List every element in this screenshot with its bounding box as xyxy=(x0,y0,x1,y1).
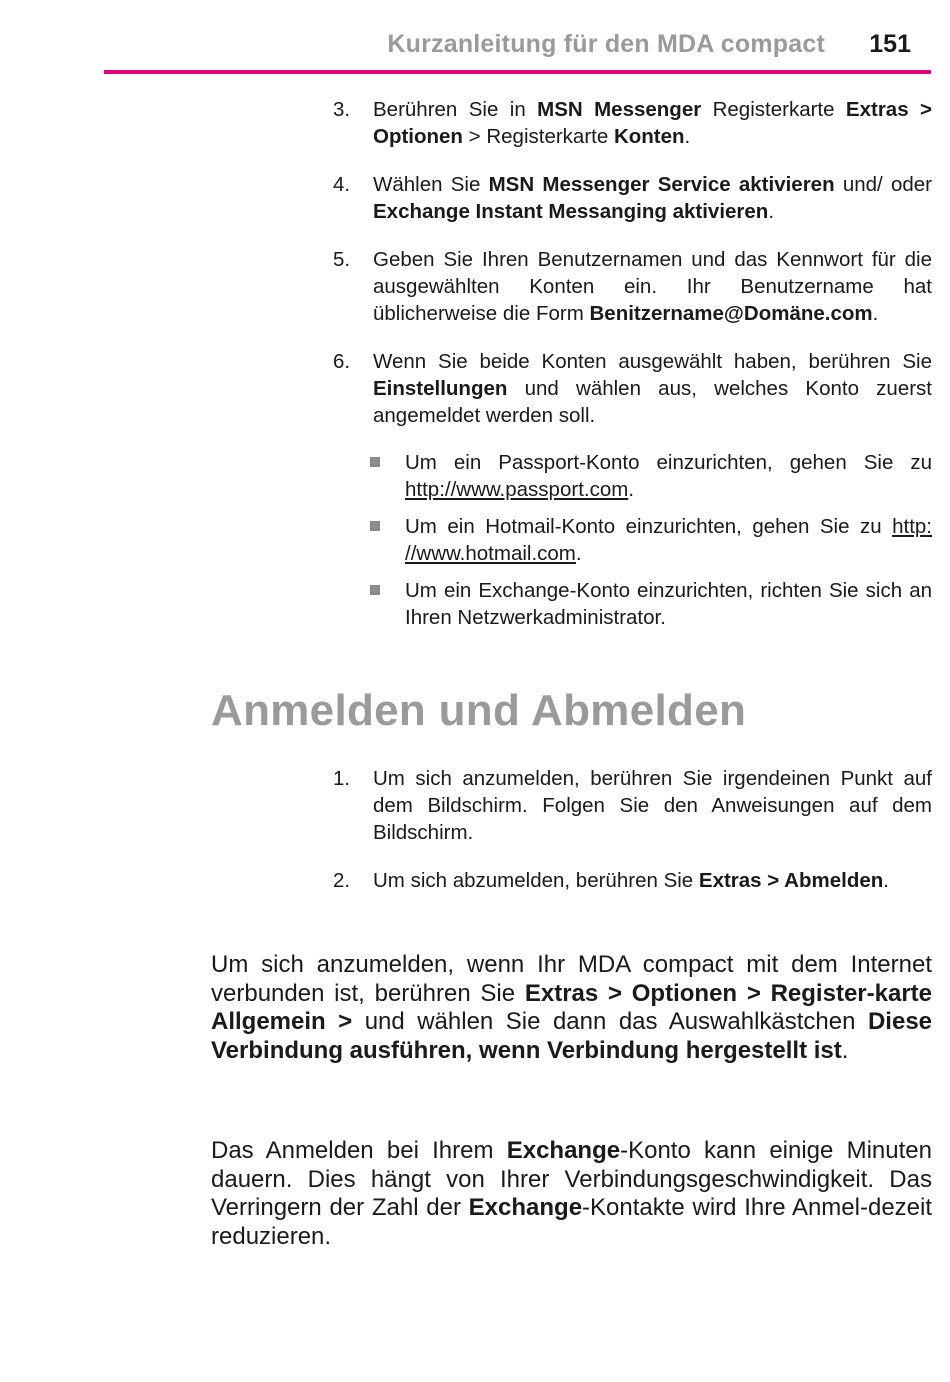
bold-run: Exchange Instant Messanging aktivieren xyxy=(373,200,769,223)
bold-run: Benitzername@Domäne.com xyxy=(589,302,873,325)
page-header xyxy=(104,28,931,70)
page-number: 151 xyxy=(869,30,911,58)
text-run: Berühren Sie in xyxy=(373,98,538,121)
text-run: . xyxy=(684,125,691,148)
text-run: Registerkarte xyxy=(701,98,846,121)
bold-run: Extras > Optionen > Register-karte Allgemein > xyxy=(211,979,932,1035)
text-run: . xyxy=(872,302,879,325)
text-run: > Registerkarte xyxy=(462,125,614,148)
square-bullet-icon xyxy=(370,585,380,595)
step-text xyxy=(373,867,932,894)
text-run: und/ oder xyxy=(834,173,932,196)
steps-list-bottom xyxy=(333,765,932,915)
bullet-text xyxy=(405,449,932,503)
step-number: 6. xyxy=(333,350,351,373)
text-run: -Kontakte wird Ihre Anmel-dezeit reduzieren. xyxy=(211,1194,933,1250)
bold-run: Einstellungen xyxy=(373,377,508,400)
running-title: Kurzanleitung für den MDA compact xyxy=(387,30,825,58)
square-bullet-icon xyxy=(370,521,380,531)
text-run: Um ein Exchange-Konto einzurichten, richten Sie sich an Ihren Netzwerkadministrator. xyxy=(405,579,932,629)
hotmail-link[interactable]: http: //www.hotmail.com xyxy=(405,515,932,565)
text-run: . xyxy=(628,478,635,501)
list-item xyxy=(333,867,932,894)
text-run: Um ein Hotmail-Konto einzurichten, gehen Sie zu xyxy=(405,515,893,538)
section-heading: Anmelden und Abmelden xyxy=(211,686,747,735)
text-run: Um sich anzumelden, berühren Sie irgendeinen Punkt auf dem Bildschirm. Folgen Sie den Anweisungen auf dem Bildschirm. xyxy=(373,767,932,844)
body-paragraph xyxy=(211,1137,932,1251)
bold-run: Diese Verbindung ausführen, wenn Verbindung hergestellt ist xyxy=(211,1008,933,1064)
text-run: und wählen Sie dann das Auswahlkästchen xyxy=(352,1008,868,1035)
text-run: . xyxy=(883,869,889,892)
step-number: 5. xyxy=(333,248,351,271)
list-item xyxy=(370,449,932,503)
bullet-text xyxy=(405,577,932,631)
passport-link[interactable]: http://www.passport.com xyxy=(405,478,629,501)
text-run: und wählen aus, welches Konto zuerst angemeldet werden soll. xyxy=(373,377,932,427)
step-number: 3. xyxy=(333,98,351,121)
text-run: . xyxy=(575,542,582,565)
step-number: 4. xyxy=(333,173,351,196)
text-run: Wählen Sie xyxy=(373,173,489,196)
bold-run: MSN Messenger Service aktivieren xyxy=(488,173,835,196)
text-run: . xyxy=(768,200,775,223)
text-run: Um sich anzumelden, wenn Ihr MDA compact mit dem Internet verbunden ist, berühren Sie xyxy=(211,951,932,1007)
text-run: -Konto kann einige Minuten dauern. Dies hängt von Ihrer Verbindungsgeschwindigkeit. Das Verringern der Zahl der xyxy=(211,1137,932,1221)
bold-run: Extras > Abmelden xyxy=(698,869,884,892)
text-run: Wenn Sie beide Konten ausgewählt haben, berühren Sie xyxy=(373,350,932,373)
bullet-text xyxy=(405,513,932,567)
text-run: Um ein Passport-Konto einzurichten, gehen Sie zu xyxy=(405,451,932,474)
list-item xyxy=(333,246,932,327)
list-item xyxy=(333,96,932,150)
list-item xyxy=(333,765,932,846)
list-item xyxy=(370,577,932,631)
steps-list-top xyxy=(333,96,932,450)
header-rule xyxy=(104,70,931,74)
bold-run: MSN Messenger xyxy=(537,98,702,121)
list-item xyxy=(370,513,932,567)
text-run: Geben Sie Ihren Benutzernamen und das Kennwort für die ausgewählten Konten ein. Ihr Benutzername hat üblicherweise die Form xyxy=(373,248,932,325)
text-run: . xyxy=(841,1036,849,1064)
step-text xyxy=(373,246,932,327)
step-number: 1. xyxy=(333,767,351,790)
step-text xyxy=(373,348,932,429)
step-number: 2. xyxy=(333,869,351,892)
list-item xyxy=(333,171,932,225)
bullet-list xyxy=(370,449,932,641)
step-text xyxy=(373,765,932,846)
bold-run: Exchange xyxy=(468,1194,583,1221)
text-run: Um sich abzumelden, berühren Sie xyxy=(373,869,699,892)
square-bullet-icon xyxy=(370,457,380,467)
step-text xyxy=(373,96,932,150)
bold-run: Extras > Optionen xyxy=(373,98,932,148)
text-run: Das Anmelden bei Ihrem xyxy=(211,1137,507,1164)
body-paragraph xyxy=(211,951,932,1065)
list-item xyxy=(333,348,932,429)
bold-run: Exchange xyxy=(506,1137,621,1164)
bold-run: Konten xyxy=(613,125,685,148)
step-text xyxy=(373,171,932,225)
